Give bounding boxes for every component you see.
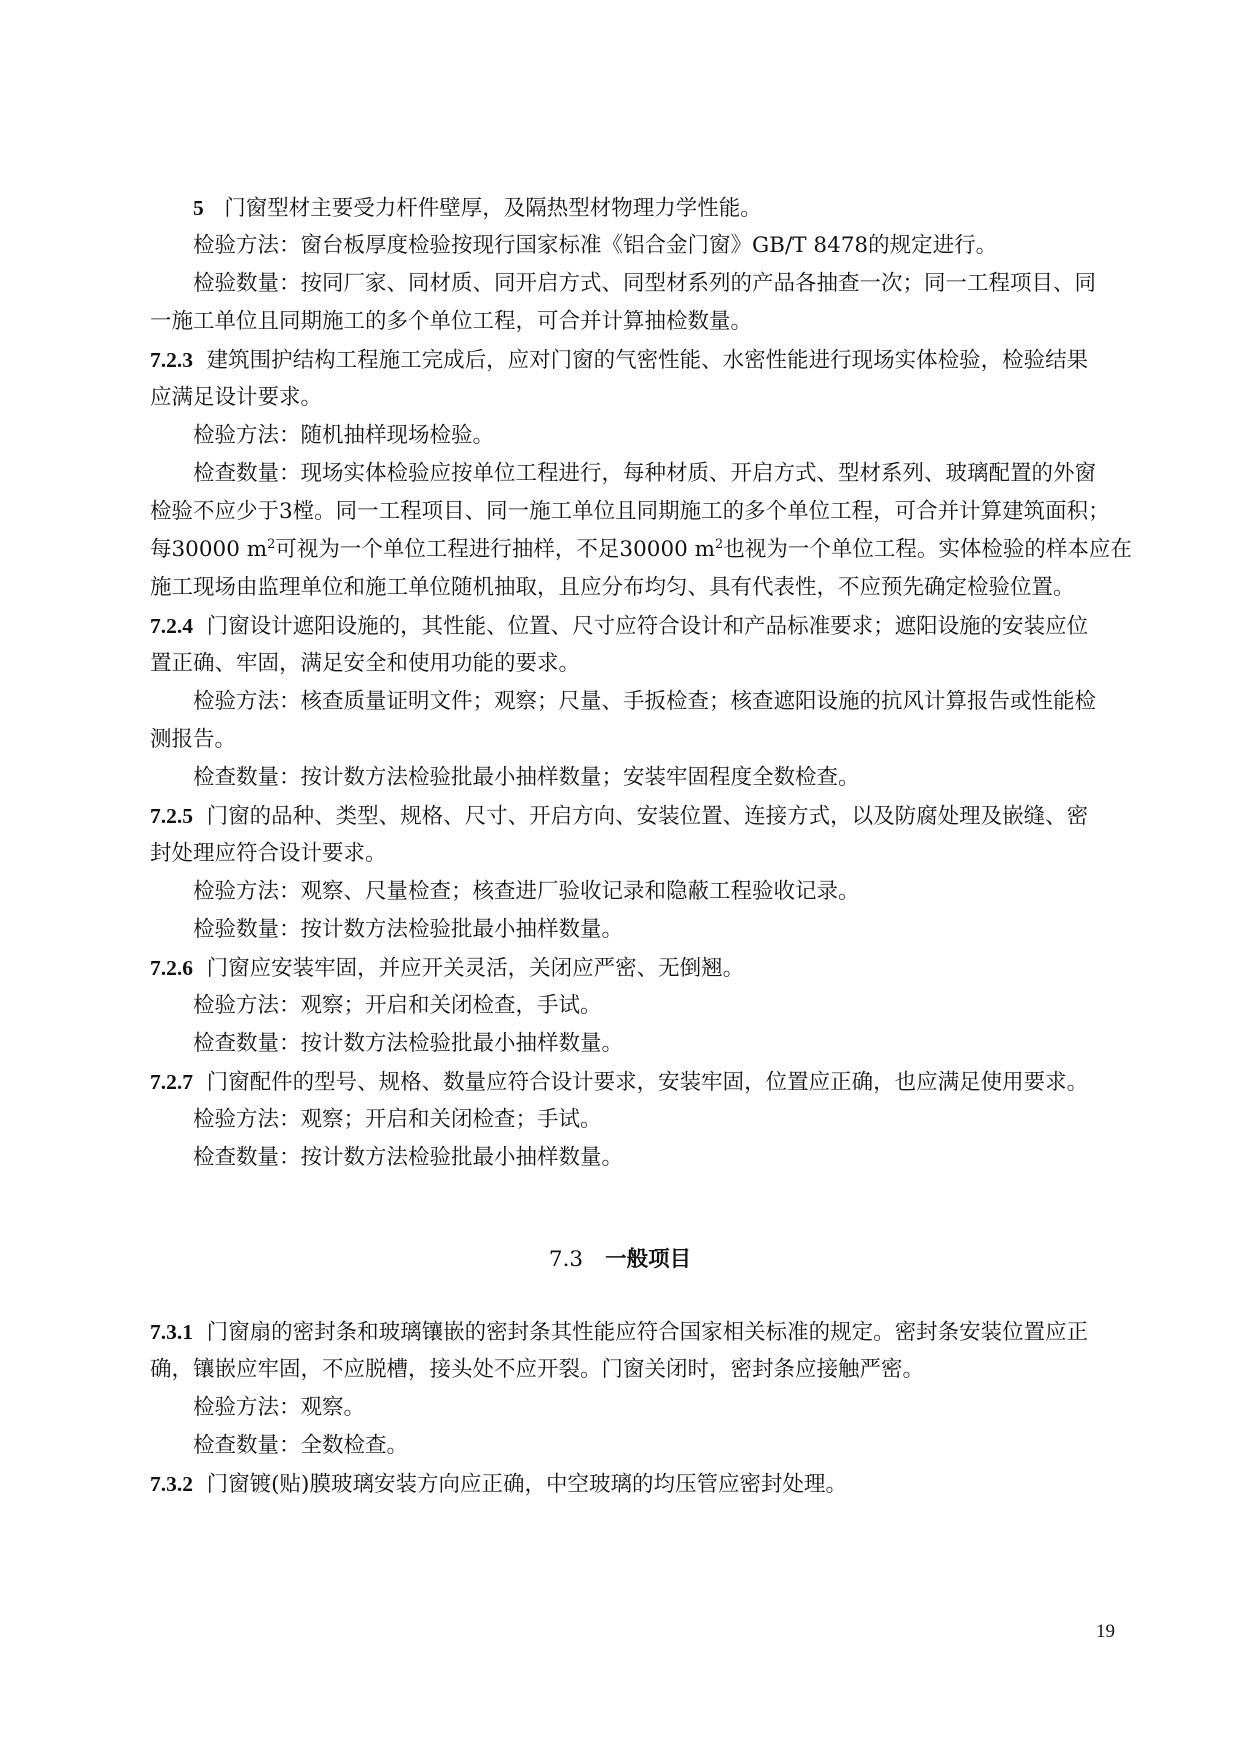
inspection-quantity: 检查数量：按计数方法检验批最小抽样数量。 [193,1031,624,1056]
inspection-quantity: 检验数量：按计数方法检验批最小抽样数量。 [193,917,624,942]
inspection-quantity-cont: 施工现场由监理单位和施工单位随机抽取，且应分布均匀、具有代表性，不应预先确定检验位置。 [150,575,1075,600]
inspection-quantity-cont: 检验不应少于3樘。同一工程项目、同一施工单位且同期施工的多个单位工程，可合并计算建筑面积； [150,499,1110,524]
clause-7-2-3 [150,340,1110,381]
clause-7-2-4 [150,606,1110,647]
clause-text: 门窗配件的型号、规格、数量应符合设计要求，安装牢固，位置应正确，也应满足使用要求。 [206,1070,1089,1095]
clause-7-3-1 [150,1312,1110,1353]
clause-text: 门窗型材主要受力杆件壁厚，及隔热型材物理力学性能。 [224,196,762,221]
inspection-quantity: 检查数量：全数检查。 [193,1433,409,1458]
inspection-quantity: 检查数量：按计数方法检验批最小抽样数量。 [193,1145,624,1170]
page-number: 19 [1096,1621,1115,1642]
inspection-method: 检验方法：观察、尺量检查；核查进厂验收记录和隐蔽工程验收记录。 [193,879,860,904]
inspection-quantity: 检查数量：按计数方法检验批最小抽样数量；安装牢固程度全数检查。 [193,765,860,790]
section-title: 一般项目 [605,1247,692,1272]
clause-text-cont: 封处理应符合设计要求。 [150,841,387,866]
clause-number: 7.2.6 [150,956,193,980]
section-number: 7.3 [548,1247,584,1272]
clause-text: 门窗的品种、类型、规格、尺寸、开启方向、安装位置、连接方式，以及防腐处理及嵌缝、密 [206,804,1089,829]
text-segment: 可视为一个单位工程进行抽样，不足30000 m [275,537,716,562]
clause-number: 7.2.4 [150,614,193,638]
clause-text: 门窗应安装牢固，并应开关灵活，关闭应严密、无倒翘。 [206,956,745,981]
inspection-method: 检验方法：观察；开启和关闭检查，手试。 [193,993,602,1018]
clause-text-cont: 置正确、牢固，满足安全和使用功能的要求。 [150,651,581,676]
clause-5 [193,188,1110,229]
inspection-quantity: 检查数量：现场实体检验应按单位工程进行，每种材质、开启方式、型材系列、玻璃配置的外窗 [193,461,1097,486]
superscript: 2 [267,536,276,552]
clause-text: 门窗镀(贴)膜玻璃安装方向应正确，中空玻璃的均压管应密封处理。 [206,1472,847,1497]
inspection-method: 检验方法：观察；开启和关闭检查；手试。 [193,1107,602,1132]
clause-number: 7.2.7 [150,1070,193,1094]
text-segment: 每30000 m [150,537,268,562]
clause-number: 7.3.2 [150,1472,193,1496]
inspection-method: 检验方法：观察。 [193,1395,366,1420]
clause-7-2-7 [150,1062,1110,1103]
inspection-method: 检验方法：窗台板厚度检验按现行国家标准《铝合金门窗》GB/T 8478的规定进行。 [193,233,998,258]
clause-number: 7.2.3 [150,348,193,372]
clause-number: 7.2.5 [150,804,193,828]
clause-7-3-2 [150,1464,1110,1505]
clause-number: 5 [193,196,204,220]
superscript: 2 [715,536,724,552]
inspection-method: 检验方法：随机抽样现场检验。 [193,423,495,448]
clause-7-2-5 [150,796,1110,837]
inspection-method: 检验方法：核查质量证明文件；观察；尺量、手扳检查；核查遮阳设施的抗风计算报告或性能检 [193,689,1097,714]
clause-text: 门窗设计遮阳设施的，其性能、位置、尺寸应符合设计和产品标准要求；遮阳设施的安装应位 [206,614,1089,639]
inspection-quantity: 检验数量：按同厂家、同材质、同开启方式、同型材系列的产品各抽查一次；同一工程项目、同 [193,271,1097,296]
inspection-quantity-cont: 一施工单位且同期施工的多个单位工程，可合并计算抽检数量。 [150,309,753,334]
clause-text-cont: 应满足设计要求。 [150,385,323,410]
clause-text: 建筑围护结构工程施工完成后，应对门窗的气密性能、水密性能进行现场实体检验，检验结果 [206,348,1089,373]
text-segment: 也视为一个单位工程。实体检验的样本应在 [723,537,1132,562]
section-heading-7-3 [0,1240,1240,1280]
clause-text: 门窗扇的密封条和玻璃镶嵌的密封条其性能应符合国家相关标准的规定。密封条安装位置应正 [206,1320,1089,1345]
inspection-method-cont: 测报告。 [150,727,237,752]
clause-text-cont: 确，镶嵌应牢固，不应脱槽，接头处不应开裂。门窗关闭时，密封条应接触严密。 [150,1357,925,1382]
inspection-quantity-cont [150,530,1132,570]
clause-number: 7.3.1 [150,1320,193,1344]
clause-7-2-6 [150,948,1110,989]
